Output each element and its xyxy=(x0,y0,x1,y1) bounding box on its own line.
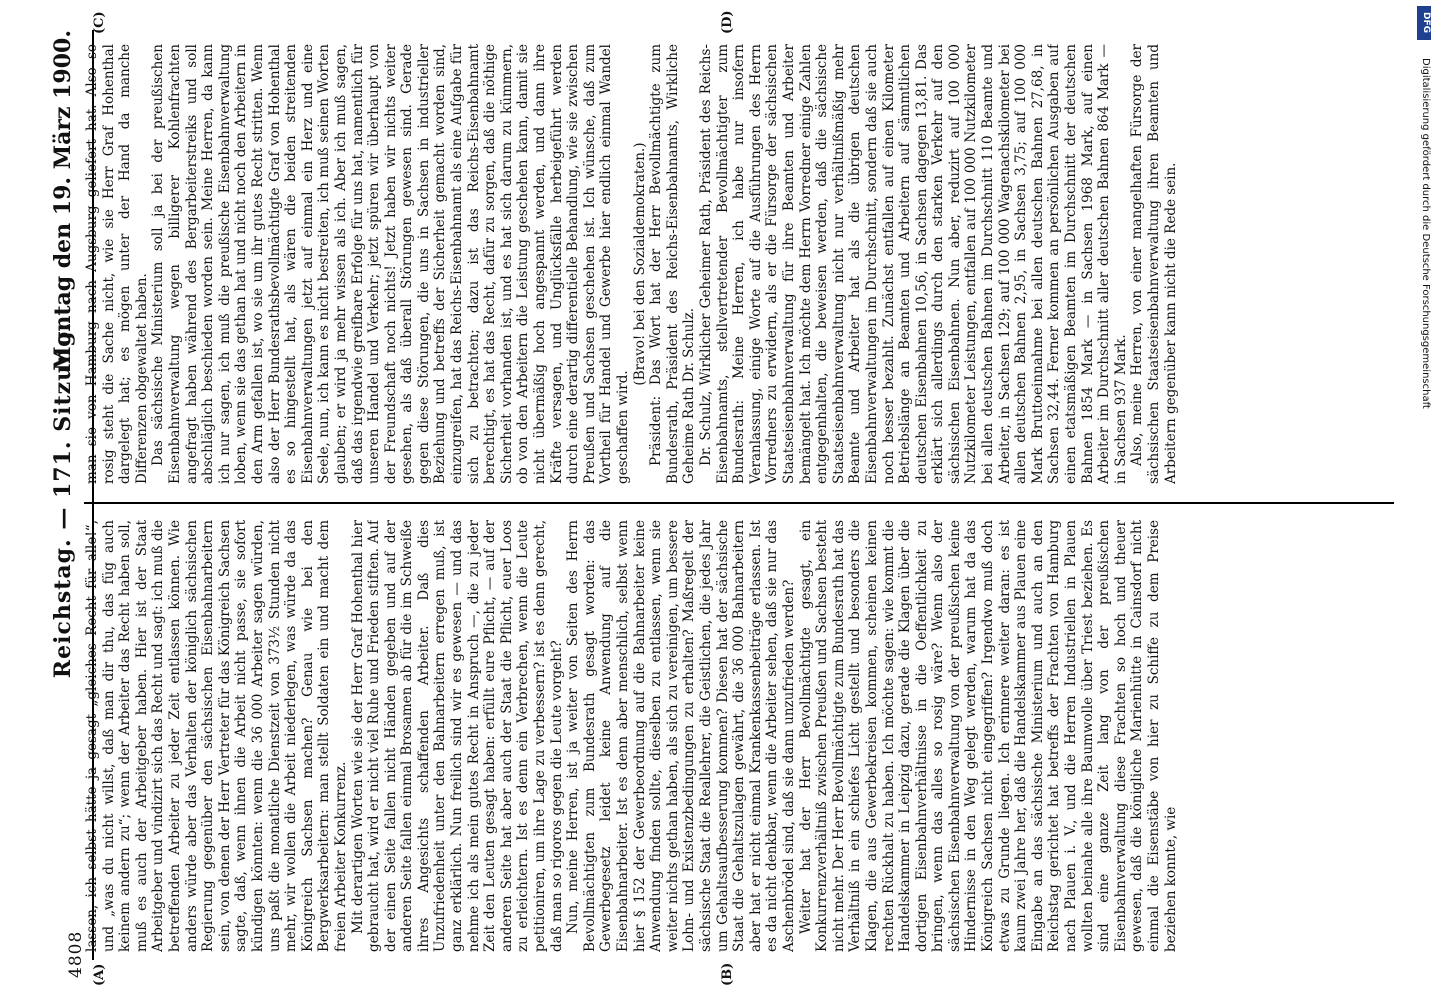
speaker-paragraph: Präsident: Das Wort hat der Herr Bevollmächtigte zum Bundesrath, Präsident des Reichs-Eisenbahnamts, Wirkliche Geheime Rath Dr. Schulz. xyxy=(648,44,698,484)
speaker-paragraph: Dr. Schulz, Wirklicher Geheimer Rath, Präsident des Reichs-Eisenbahnamts, stellvertretender Bevollmächtigter zum Bundesrath: Meine Herren, ich habe nur insofern Veranlassung, einige Worte auf die Ausführungen des Herrn Vorredners zu erwidern, als er die Fürsorge der sächsischen Staatseisenbahnverwaltung für ihre Beamten und Arbeiter bemängelt hat. Ich möchte dem Herrn Vorredner einige Zahlen entgegenhalten, die beweisen werden, daß die sächsische Staatseisenbahnverwaltung nicht nur verhältnißmäßig mehr Beamte und Arbeiter hat als die übrigen deutschen Eisenbahnverwaltungen im Durchschnitt, sondern daß sie auch noch besser bezahlt. Zunächst entfallen auf einen Kilometer Betriebslänge an Beamten und Arbeitern auf sämmtlichen deutschen Eisenbahnen 10,56, in Sachsen dagegen 13,81. Das erklärt sich allerdings durch den starken Verkehr auf den sächsischen Eisenbahnen. Nun aber, reduzirt auf 100 000 Nutzkilometer Leistungen, entfallen auf 100 000 Nutzkilometer bei allen deutschen Bahnen im Durchschnitt 110 Beamte und Arbeiter, in Sachsen 129; auf 100 000 Wagenachskilometer bei allen deutschen Bahnen 2,95, in Sachsen 3,75; auf 100 000 Mark Bruttoeinnahme bei allen deutschen Bahnen 27,68, in Sachsen 32,44. Ferner kommen an persönlichen Ausgaben auf einen etatsmäßigen Beamten im Durchschnitt der deutschen Bahnen 1854 Mark — in Sachsen 1968 Mark, auf einen Arbeiter im Durchschnitt aller deutschen Bahnen 864 Mark — in Sachsen 937 Mark. xyxy=(697,44,1129,484)
dfg-logo: DFG xyxy=(1417,6,1431,40)
paragraph: Nun, meine Herren, ist ja weiter von Seiten des Herrn Bevollmächtigten zum Bundesrath gesagt worden: das Gewerbegesetz leidet keine Anwendung auf die Eisenbahnarbeiter. Ist es denn aber menschlich, selbst wenn hier § 152 der Gewerbeordnung auf die Bahnarbeiter keine Anwendung finden sollte, dieselben zu entlassen, wenn sie weiter nichts gethan haben, als sich zu vereinigen, um bessere Lohn- und Existenzbedingungen zu erhalten? Maßregelt der sächsische Staat die Reallehrer, die Geistlichen, die jedes Jahr um Gehaltsaufbesserung kommen? Diesen hat der sächsische Staat die Gehaltszulagen gewährt, die 36 000 Bahnarbeitern aber hat er nicht einmal Krankenkassenbeiträge erlassen. Ist es da nicht denkbar, wenn die Arbeiter sehen, daß sie nur das Aschenbrödel sind, daß sie dann unzufrieden werden? xyxy=(565,520,797,952)
paragraph: man sie von Hamburg nach Augsburg geliefert hat. Also so rosig steht die Sache nicht, wie sie Herr Graf Hohenthal dargelegt hat; es mögen unter der Hand da manche Differenzen obgewaltet haben. xyxy=(84,44,150,484)
page-date: Montag den 19. März 1900. xyxy=(50,30,76,371)
paragraph: Weiter hat der Herr Bevollmächtigte gesagt, ein Konkurrenzverhältniß zwischen Preußen und Sachsen besteht nicht mehr. Der Herr Bevollmächtigte zum Bundesrath hat das Verhältniß in ein schiefes Licht gestellt und besonders die Klagen, die aus Gewerbekreisen kommen, scheinen keinen rechten Rückhalt zu haben. Ich möchte sagen: wie kommt die Handelskammer in Leipzig dazu, gerade die Klagen über die dortigen Eisenbahnverhältnisse in die Oeffentlichkeit zu bringen, wenn das alles so rosig wäre? Wenn also der sächsischen Eisenbahnverwaltung von der preußischen keine Hindernisse in den Weg gelegt werden, warum hat da das Königreich Sachsen nicht eingegriffen? Irgendwo muß doch etwas zu Grunde liegen. Ich erinnere weiter daran: es ist kaum zwei Jahre her, daß die Handelskammer aus Plauen eine Eingabe an das sächsische Ministerium und auch an den Reichstag gerichtet hat betreffs der Frachten von Hamburg nach Plauen i. V., und die Herren Industriellen in Plauen wollten beinahe alle ihre Baumwolle über Triest beziehen. Es sind eine ganze Zeit lang von der preußischen Eisenbahnverwaltung diese Frachten so hoch und theuer gewesen, daß die königliche Marienhütte in Cainsdorf nicht einmal die Eisenstäbe von hier zu Schiffe zu dem Preise beziehen konnte, wie xyxy=(797,520,1179,952)
margin-mark-c: (C) xyxy=(92,11,107,34)
paragraph: Mit derartigen Worten wie sie der Herr Graf Hohenthal hier gebraucht hat, wird er nicht viel Ruhe und Frieden stiften. Auf der einen Seite fallen nicht Händen gegeben und auf der anderen Seite fallen einmal Brosamen ab für die im Schweiße ihres Angesichts schaffenden Arbeiter. Daß dies Unzufriedenheit unter den Bahnarbeitern erregen muß, ist ganz erklärlich. Nun freilich sind wir es gewesen — und das nehme ich als mein gutes Recht in Anspruch —, die zu jeder Zeit den Leuten gesagt haben: erfüllt eure Pflicht, — auf der anderen Seite hat aber auch der Staat die Pflicht, euer Loos zu erleichtern. Ist es denn ein Verbrechen, wenn die Leute petitioniren, um ihre Lage zu verbessern? ist es denn gerecht, daß man so rigoros gegen die Leute vorgeht? xyxy=(349,520,565,952)
paragraph: Also, meine Herren, von einer mangelhaften Fürsorge der sächsischen Staatseisenbahnverwaltung ihren Beamten und Arbeitern gegenüber kann nicht die Rede sein. xyxy=(1129,44,1179,484)
applause-note: (Bravo! bei den Sozialdemokraten.) xyxy=(631,142,648,386)
credit-strip xyxy=(1411,8,1431,608)
page-number: 4808 xyxy=(66,930,86,978)
text-column-left xyxy=(84,520,1394,952)
page-title: Reichstag. — 171. Sitzung. xyxy=(50,321,76,679)
paragraph: lassen, ich selbst hätte ja gesagt „gleiches Recht für alle!“, und „was du nicht willst, daß man dir thu, das füg auch keinem andern zu“; wenn der Arbeiter das Recht haben soll, muß es auch der Arbeitgeber haben. Hier ist der Staat Arbeitgeber und vindizirt sich das Recht und sagt: ich muß die betreffenden Arbeiter zu jeder Zeit entlassen können. Wie anders würde aber das Verhalten der königlich sächsischen Regierung gegenüber den sächsischen Eisenbahnarbeitern sein, von denen der Herr Vertreter für das Königreich Sachsen sagte, daß, wenn ihnen die Arbeit nicht passe, sie sofort kündigen könnten: wenn die 36 000 Arbeiter sagen würden, uns paßt die monatliche Dienstzeit von 373½ Stunden nicht mehr, wir wollen die Arbeit niederlegen, was würde da das Königreich Sachsen machen? Genau wie bei den Bergwerksarbeitern: man stellt Soldaten ein und macht dem freien Arbeiter Konkurrenz. xyxy=(84,520,349,952)
column-divider xyxy=(84,502,1394,504)
digitization-credit: Digitalisierung gefördert durch die Deutsche Forschungsgemeinschaft xyxy=(1420,58,1431,409)
paragraph: Das sächsische Ministerium soll ja bei der preußischen Eisenbahnverwaltung wegen billigerer Kohlenfrachten angefragt haben während des Bergarbeiterstreiks und soll abschläglich beschieden worden sein. Meine Herren, da kann ich nur sagen, ich muß die preußische Eisenbahnverwaltung loben, wenn sie das gethan hat und nicht noch den Arbeitern in den Arm gefallen ist, wo sie um ihr gutes Recht stritten. Wenn also der Herr Bundesrathsbevollmächtigte Graf von Hohenthal es so hingestellt hat, als wären die beiden streitenden Eisenbahnverwaltungen jetzt auf einmal ein Herz und eine Seele, nun, ich kann es nicht bestreiten, ich muß seinen Worten glauben; er wird ja mehr wissen als ich. Aber ich muß sagen, daß das irgendwie greifbare Erfolge für uns hat, namentlich für unseren Handel und Verkehr; jetzt spüren wir überhaupt von der Freundschaft noch nichts! Jetzt haben wir nichts weiter gesehen, als daß überall Störungen gewesen sind. Gerade gegen diese Störungen, die uns in Sachsen in industrieller Beziehung und betreffs der Sicherheit gemacht worden sind, einzugreifen, hat das Reichs-Eisenbahnamt als eine Aufgabe für sich zu betrachten; dazu ist das Reichs-Eisenbahnamt berechtigt, es hat das Recht, dafür zu sorgen, daß die nöthige Sicherheit vorhanden ist, und es hat sich darum zu kümmern, ob von den Arbeitern die Leistung geschehen kann, damit sie nicht übermäßig hoch angespannt werden, und dann ihre Kräfte versagen, und Unglücksfälle herbeigeführt werden durch eine derartig differentielle Behandlung, wie sie zwischen Preußen und Sachsen geschehen ist. Ich wünsche, daß zum Vortheil für Handel und Gewerbe hier endlich einmal Wandel geschaffen wird. xyxy=(150,44,631,484)
text-column-right xyxy=(84,44,1394,484)
margin-mark-b: (B) xyxy=(720,962,735,986)
margin-mark-d: (D) xyxy=(720,10,735,34)
margin-mark-a: (A) xyxy=(92,963,107,986)
